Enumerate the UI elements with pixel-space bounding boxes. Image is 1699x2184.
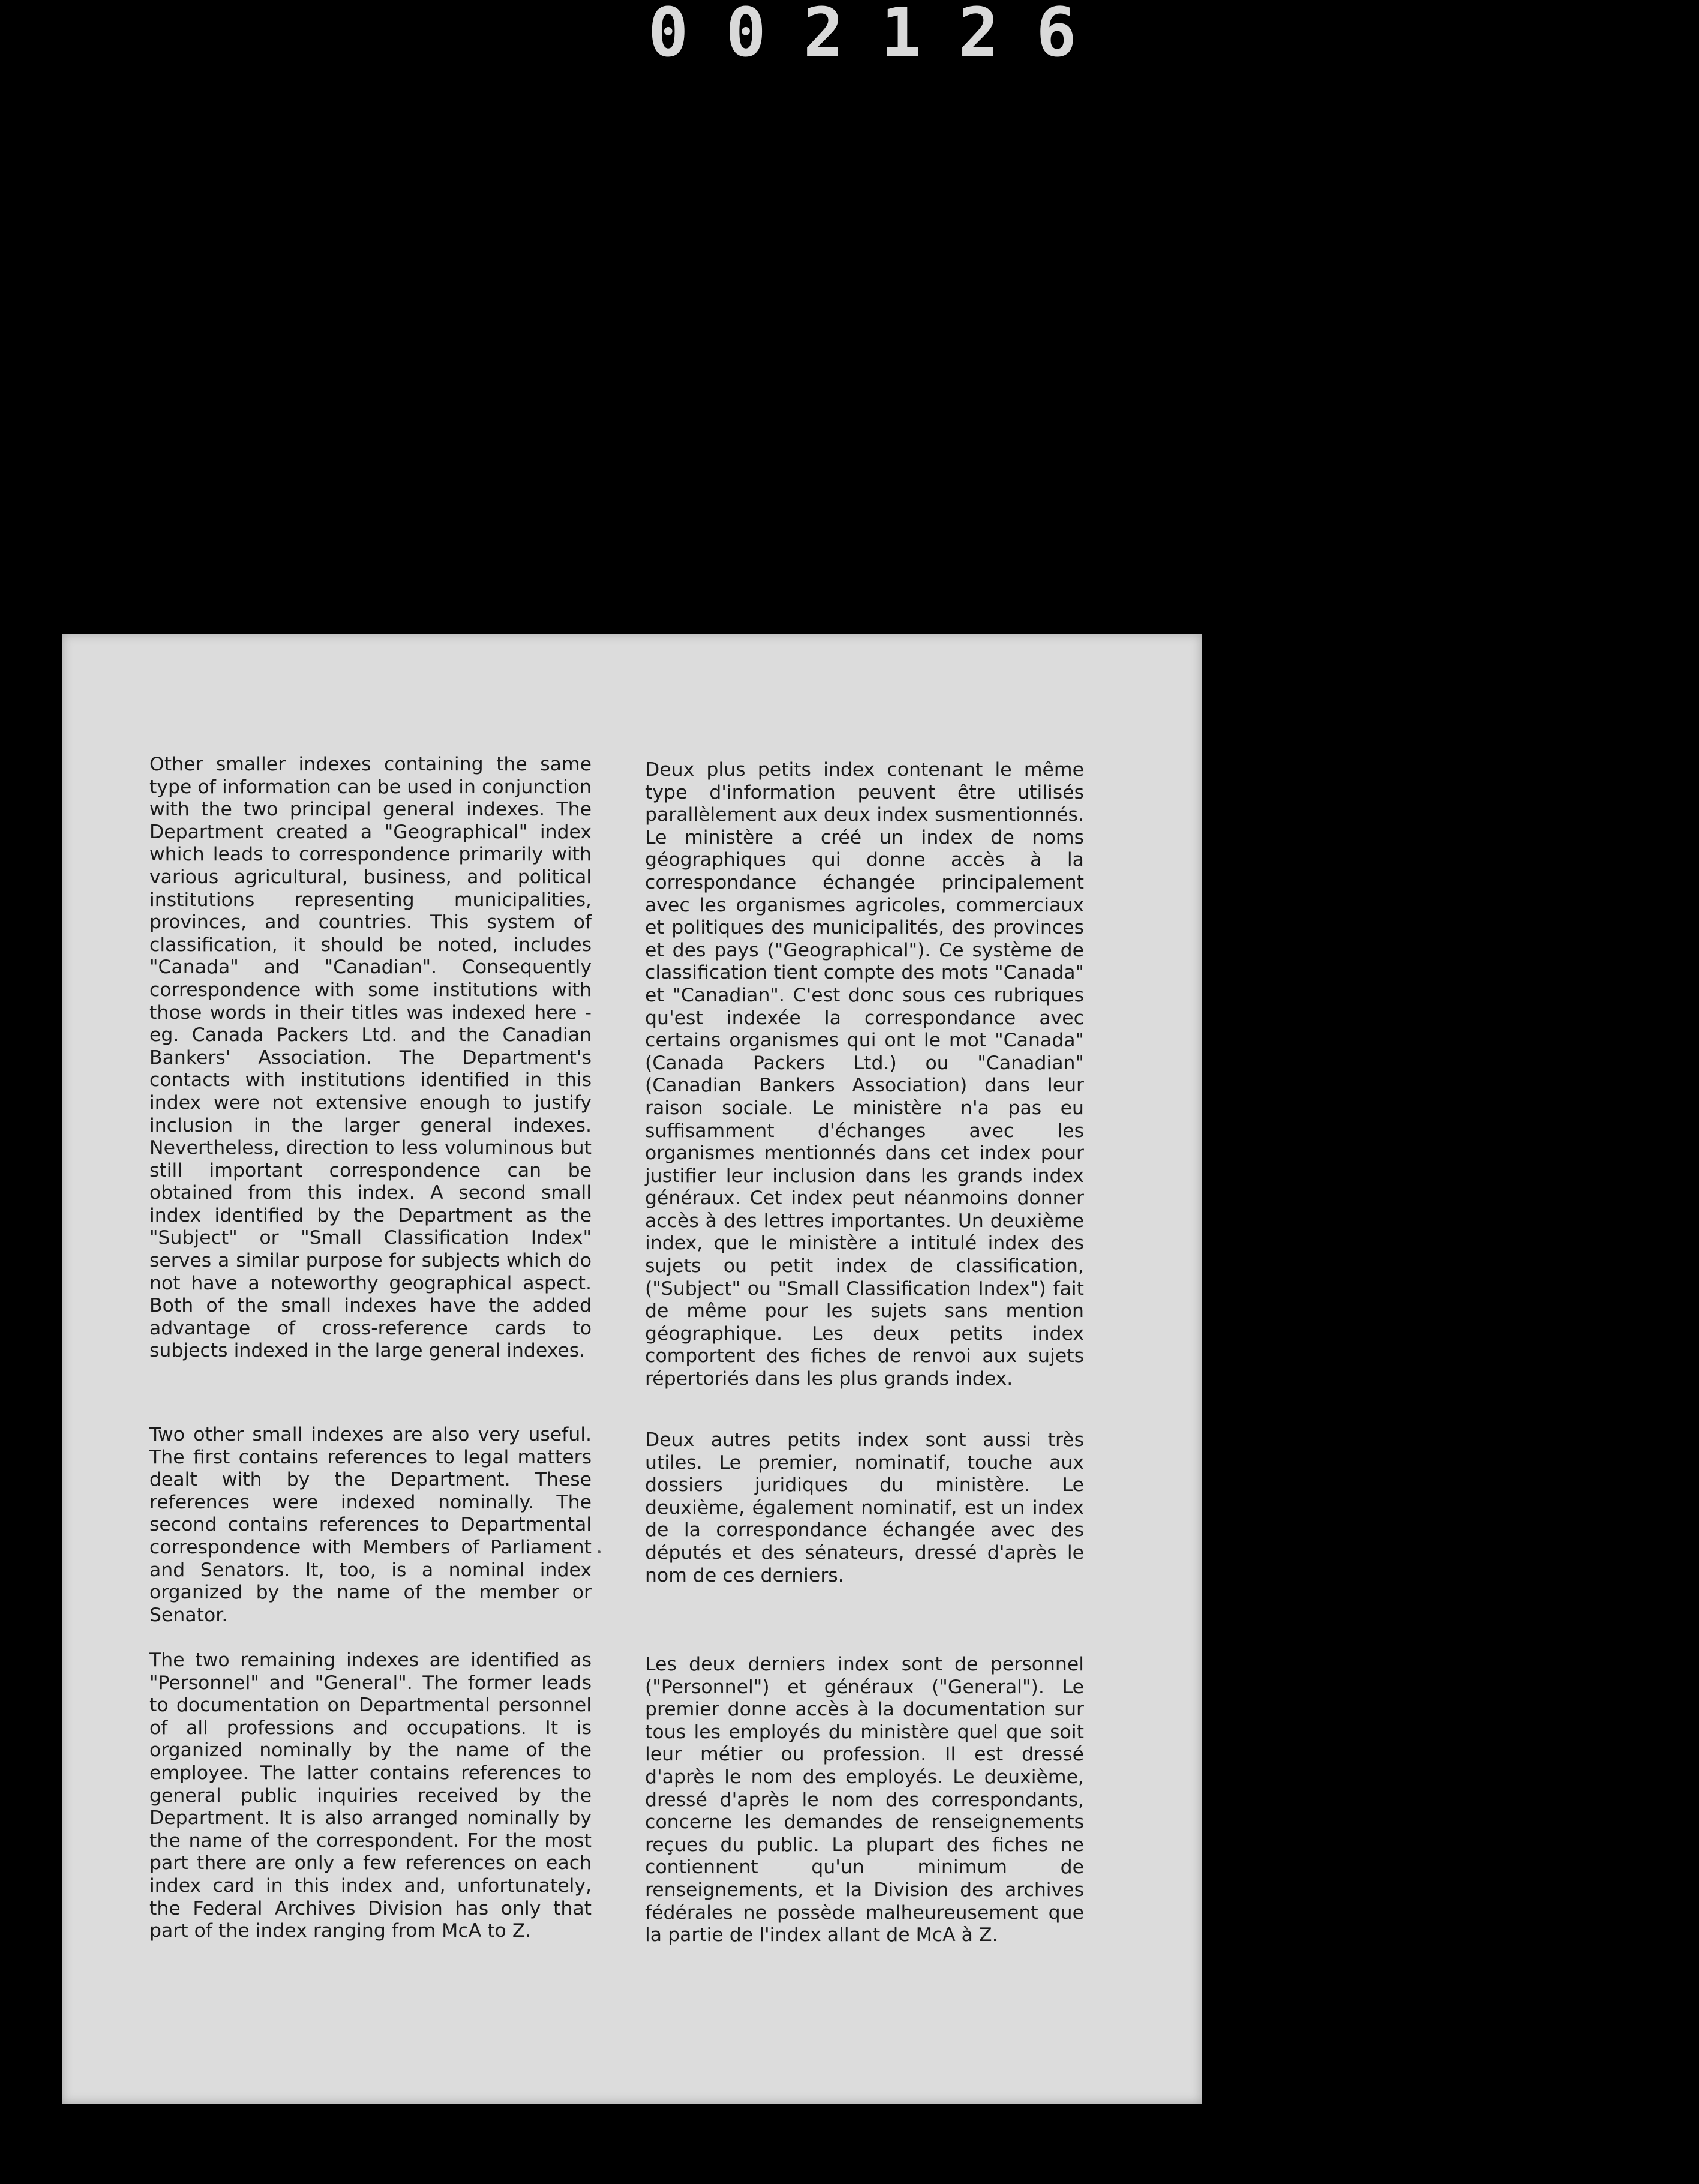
french-paragraph-1-text: Deux plus petits index contenant le même type d'information peuvent être utilisés parallèlement aux deux index susmentionnés. Le ministère a créé un index de noms géographiques qui donne accès à la correspondance échangée principalement avec les organismes agricoles, commerciaux et politiques des municipalités, des provinces et des pays ("Geographical"). Ce système de classification tient compte des mots "Canada" et "Canadian". C'est donc sous ces rubriques qu'est indexée la correspondance avec certains organismes qui ont le mot "Canada" (Canada Packers Ltd.) ou "Canadian" (Canadian Bankers Association) dans leur raison sociale. Le ministère n'a pas eu suffisamment d'échanges avec les organismes mentionnés dans cet index pour justifier leur inclusion dans les grands index généraux. Cet index peut néanmoins donner accès à des lettres importantes. Un deuxième index, que le ministère a intitulé index des sujets ou petit index de classification, ("Subject" ou "Small Classification Index") fait de même pour les sujets sans mention géographique. Les deux petits index comportent des fiches de renvoi aux sujets répertoriés dans les plus grands index. (645, 759, 1084, 1390)
french-paragraph-1 (645, 759, 1084, 1391)
french-paragraph-2-text: Deux autres petits index sont aussi très utiles. Le premier, nominatif, touche aux dossiers juridiques du ministère. Le deuxième, également nominatif, est un index de la correspondance échangée avec des députés et des sénateurs, dressé d'après le nom de ces derniers. (645, 1429, 1084, 1586)
microfilm-frame-number: 002126 (648, 0, 1114, 72)
french-paragraph-2 (645, 1429, 1084, 1587)
english-paragraph-1-text: Other smaller indexes containing the same type of information can be used in conjunction with the two principal general indexes. The Department created a "Geographical" index which leads to correspondence primarily with various agricultural, business, and political institutions representing municipalities, provinces, and countries. This system of classification, it should be noted, includes "Canada" and "Canadian". Consequently correspondence with some institutions with those words in their titles was indexed here - eg. Canada Packers Ltd. and the Canadian Bankers' Association. The Department's contacts with institutions identified in this index were not extensive enough to justify inclusion in the larger general indexes. Nevertheless, direction to less voluminous but still important correspondence can be obtained from this index. A second small index identified by the Department as the "Subject" or "Small Classification Index" serves a similar purpose for subjects which do not have a noteworthy geographical aspect. Both of the small indexes have the added advantage of cross-reference cards to subjects indexed in the large general indexes. (149, 754, 592, 1362)
french-paragraph-3 (645, 1654, 1084, 1947)
english-paragraph-3 (149, 1649, 592, 1943)
french-paragraph-3-text: Les deux derniers index sont de personnel ("Personnel") et généraux ("General"). Le premier donne accès à la documentation sur tous les employés du ministère quel que soit leur métier ou profession. Il est dressé d'après le nom des employés. Le deuxième, dressé d'après le nom des correspondants, concerne les demandes de renseignements reçues du public. La plupart des fiches ne contiennent qu'un minimum de renseignements, et la Division des archives fédérales ne possède malheureusement que la partie de l'index allant de McA à Z. (645, 1654, 1084, 1946)
english-paragraph-3-text: The two remaining indexes are identified as "Personnel" and "General". The former leads to documentation on Departmental personnel of all professions and occupations. It is organized nominally by the name of the employee. The latter contains references to general public inquiries received by the Department. It is also arranged nominally by the name of the correspondent. For the most part there are only a few references on each index card in this index and, unfortunately, the Federal Archives Division has only that part of the index ranging from McA to Z. (149, 1649, 592, 1942)
english-paragraph-1 (149, 754, 592, 1363)
document-page (62, 634, 1202, 2104)
dust-speck (598, 1550, 601, 1553)
english-paragraph-2 (149, 1424, 592, 1627)
english-paragraph-2-text: Two other small indexes are also very useful. The first contains references to legal matters dealt with by the Department. These references were indexed nominally. The second contains references to Departmental correspondence with Members of Parliament and Senators. It, too, is a nominal index organized by the name of the member or Senator. (149, 1424, 592, 1626)
